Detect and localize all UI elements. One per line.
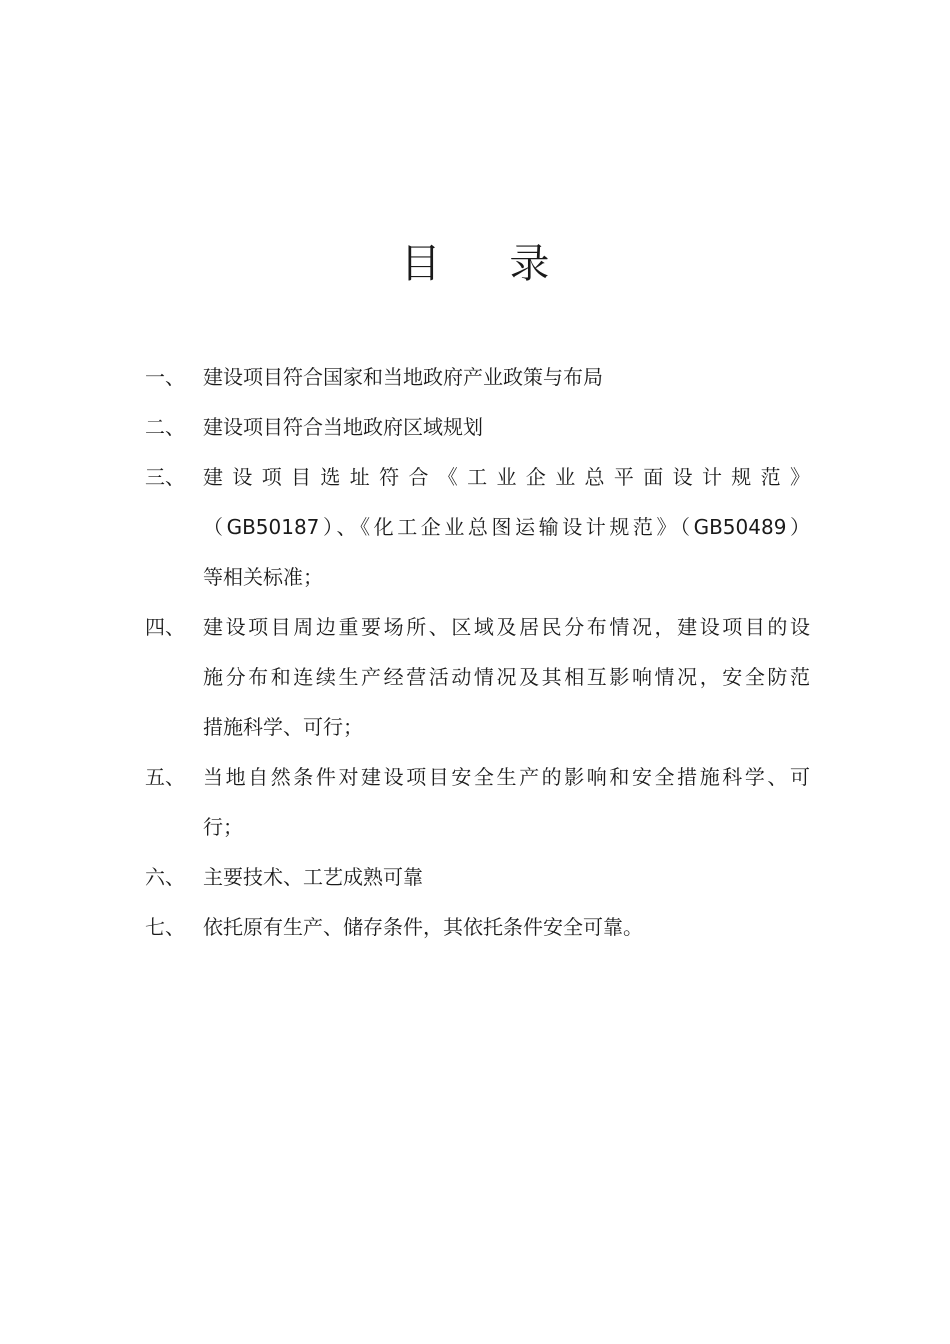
toc-item-number: 二、	[145, 415, 185, 439]
toc-item-line: 行；	[203, 815, 243, 839]
page-title: 目 录	[400, 241, 578, 287]
toc-item-line: 等相关标准；	[203, 565, 323, 589]
toc-item-line: 建设项目符合国家和当地政府产业政策与布局	[203, 365, 603, 389]
toc-item-line: 主要技术、工艺成熟可靠	[203, 865, 423, 889]
toc-item-text	[203, 902, 810, 952]
toc-item-number: 五、	[145, 765, 185, 789]
toc-item-text	[203, 752, 810, 852]
toc-item-number: 七、	[145, 915, 185, 939]
toc-item-text	[203, 352, 810, 402]
toc-item-text	[203, 402, 810, 452]
toc-item-line: 措施科学、可行；	[203, 715, 363, 739]
toc-item-1	[145, 352, 810, 402]
toc-item-4	[145, 602, 810, 752]
toc-item-line: 建设项目周边重要场所、区域及居民分布情况，建设项目的设	[203, 615, 810, 639]
toc-item-line: 施分布和连续生产经营活动情况及其相互影响情况，安全防范	[203, 665, 810, 689]
toc-item-number: 三、	[145, 465, 185, 489]
toc-item-line: 建设项目选址符合《工业企业总平面设计规范》	[203, 465, 810, 489]
toc-item-line: 当地自然条件对建设项目安全生产的影响和安全措施科学、可	[203, 765, 810, 789]
toc-item-2	[145, 402, 810, 452]
toc-item-7	[145, 902, 810, 952]
toc-item-line: （GB50187）、《化工企业总图运输设计规范》（GB50489）	[203, 515, 810, 539]
table-of-contents	[145, 352, 810, 952]
toc-item-text	[203, 602, 810, 752]
toc-item-line: 建设项目符合当地政府区域规划	[203, 415, 483, 439]
toc-item-number: 六、	[145, 865, 185, 889]
toc-item-number: 一、	[145, 365, 185, 389]
toc-item-6	[145, 852, 810, 902]
toc-item-text	[203, 852, 810, 902]
toc-item-number: 四、	[145, 615, 185, 639]
toc-item-text	[203, 452, 810, 602]
toc-item-5	[145, 752, 810, 852]
toc-item-line: 依托原有生产、储存条件，其依托条件安全可靠。	[203, 915, 643, 939]
toc-item-3	[145, 452, 810, 602]
